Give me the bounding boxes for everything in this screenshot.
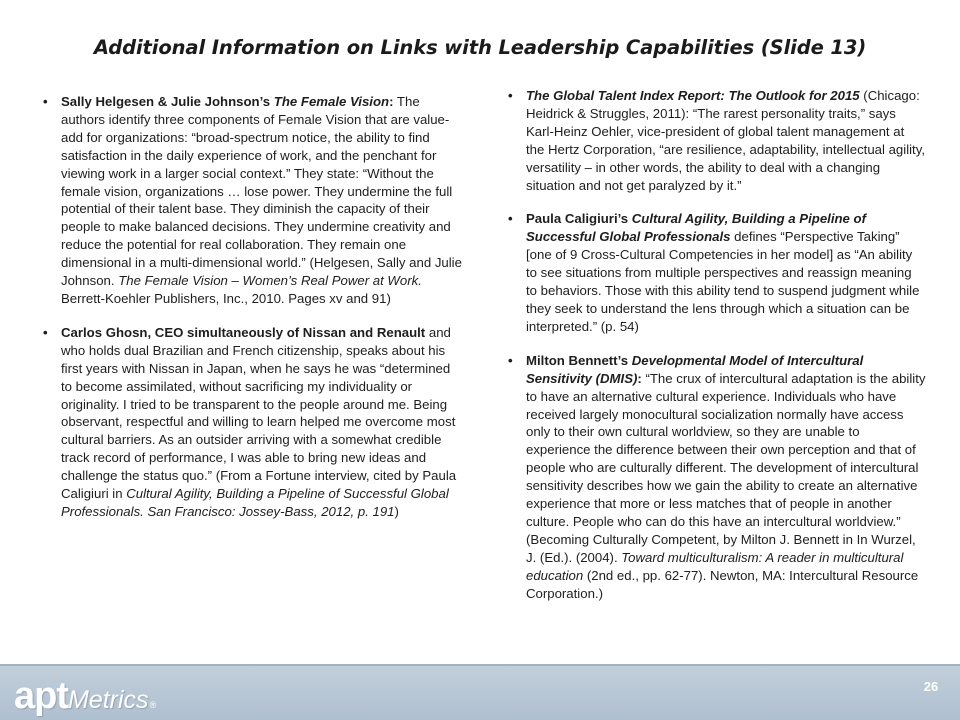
logo-metrics-text: Metrics [68, 686, 149, 714]
bullet-bennett [506, 352, 926, 603]
bullet-global-talent-index [506, 87, 926, 194]
bullet-text: The authors identify three components of Female Vision that are value-add for organizations: “broad-spectrum notice, the ability to find satisfaction in the daily experience of work, and the penchant for viewing work in a larger social context.” They state: “Without the female vision, organizations … lose power. They undermine the full potential of their talent base. They diminish the capacity of their people to make balanced decisions. They undermine creativity and reduce the potential for real collaboration. They remain one dimensional in a multi-dimensional world.” (Helgesen, Sally and Julie Johnson. [61, 94, 462, 289]
citation-title: Cultural Agility, Building a Pipeline of Successful Global Professionals. San Francisco: Jossey-Bass, 2012, p. 191 [61, 486, 449, 519]
logo-apt-text: apt [14, 675, 68, 717]
page-number: 26 [923, 679, 939, 694]
bullet-lead: Carlos Ghosn, CEO simultaneously of Nissan and Renault [61, 324, 426, 340]
bullet-lead-colon: : [389, 94, 394, 109]
bullet-lead: Sally Helgesen & Julie Johnson’s [61, 94, 274, 109]
bullet-marker: • [43, 324, 48, 340]
bullet-marker: • [508, 211, 513, 227]
bullet-caligiuri [506, 210, 926, 335]
bullet-marker: • [508, 88, 513, 103]
right-column [506, 87, 926, 618]
bullet-text-end: Berrett-Koehler Publishers, Inc., 2010. Pages xv and 91) [61, 290, 391, 306]
bullet-marker: • [43, 94, 48, 109]
bullet-text-end: ) [394, 503, 399, 519]
bullet-text: defines “Perspective Taking” [one of 9 Cross-Cultural Competencies in her model] as “An ability to see situations from multiple perspectives and reassign meaning to behaviors. Those with this ability tend to suspend judgment while they seek to understand the lens through which a situation can be interpreted.” (p. 54) [526, 229, 920, 334]
bullet-text: and who holds dual Brazilian and French citizenship, speaks about his first years with Nissan in Japan, when he says he was “determined to become assimilated, without sacrificing my individuality or originality. I tried to be transparent to the people around me. Being observant, respectful and willing to learn helped me overcome most cultural barriers. As an outsider arriving with a somewhat credible track record of performance, I was able to bring new ideas and challenge the status quo.” (From a Fortune interview, cited by Paula Caligiuri in [61, 324, 457, 502]
registered-mark: ® [149, 700, 157, 710]
report-title: The Global Talent Index Report: The Outlook for 2015 [526, 88, 860, 103]
bullet-helgesen [41, 93, 462, 308]
book-title: The Female Vision [273, 94, 390, 109]
bullet-text: (Chicago: Heidrick & Struggles, 2011): “The rarest personality traits,” says Karl-Heinz Oehler, vice-president of global talent management at the Hertz Corporation, “are resilience, adaptability, intellectual agility, versatility – in other words, the ability to deal with a changing situation and not get paralyzed by it.” [526, 88, 925, 193]
model-title: Developmental Model of Intercultural Sensitivity (DMIS) [526, 352, 864, 386]
aptmetrics-logo [14, 675, 156, 715]
bullet-lead: Paula Caligiuri’s [526, 211, 632, 227]
slide-title: Additional Information on Links with Leadership Capabilities (Slide 13) [93, 36, 867, 59]
bullet-text-end: (2nd ed., pp. 62-77). Newton, MA: Intercultural Resource Corporation.) [526, 567, 919, 601]
bullet-lead-colon: : [637, 370, 642, 386]
citation-title: Toward multiculturalism: A reader in multicultural education [526, 549, 904, 583]
citation-title: The Female Vision – Women’s Real Power at Work. [118, 273, 422, 289]
bullet-text: “The crux of intercultural adaptation is the ability to have an alternative cultural experience. Individuals who have received largely monocultural socialization normally have access only to their own cultural worldview, so they are unable to experience the difference between their own perception and that of people who are culturally different. The development of intercultural sensitivity describes how we gain the ability to create an alternative experience that more or less matches that of people in another culture. People who can do this have an intercultural worldview.” (Becoming Culturally Competent, by Milton J. Bennett in In Wurzel, J. (Ed.). (2004). [526, 370, 926, 565]
left-column [41, 93, 462, 537]
bullet-lead: Milton Bennett’s [526, 352, 632, 368]
footer-divider [0, 664, 960, 666]
bullet-ghosn [41, 324, 462, 521]
bullet-marker: • [508, 352, 513, 368]
book-title: Cultural Agility, Building a Pipeline of Successful Global Professionals [526, 211, 866, 245]
